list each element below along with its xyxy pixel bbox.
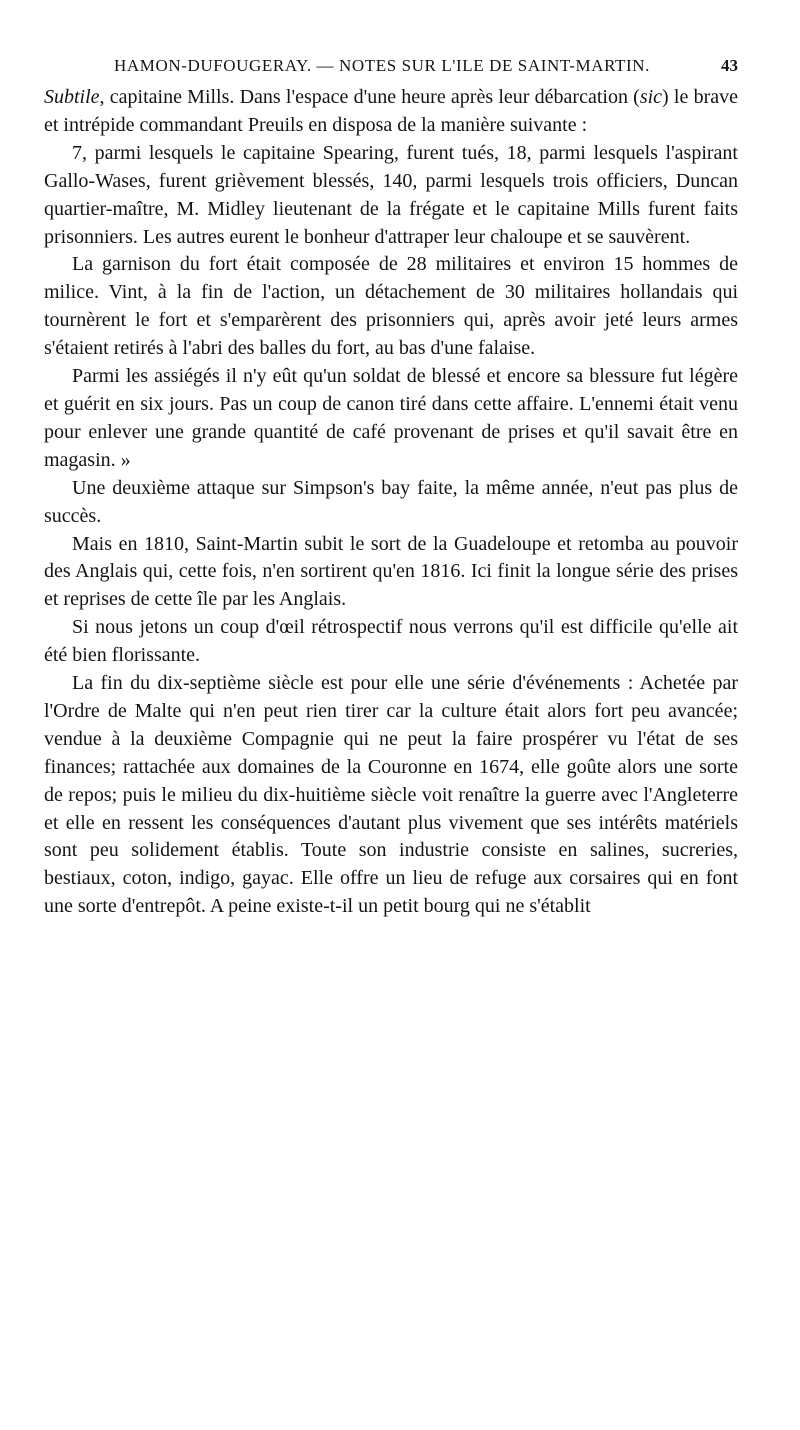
paragraph: Mais en 1810, Saint-Martin subit le sort de la Guadeloupe et retomba au pouvoir des Anglais qui, cette fois, n'en sortirent qu'en 1816. Ici finit la longue série des prises et reprises de cette île par les Anglais. [44, 532, 738, 611]
page-number: 43 [721, 56, 738, 75]
paragraph [44, 84, 738, 140]
paragraph: La fin du dix-septième siècle est pour elle une série d'événements : Achetée par l'Ordre de Malte qui n'en peut rien tirer car la culture était alors fort peu avancée; vendue à la deuxième Compagnie qui ne peut la faire prospérer vu l'état de ses finances; rattachée aux domaines de la Couronne en 1674, elle goûte alors une sorte de repos; puis le milieu du dix-huitième siècle voit renaître la guerre avec l'Angleterre et elle en ressent les conséquences d'autant plus vivement que ses intérêts matériels sont peu solidement établis. Toute son industrie consiste en salines, sucreries, bestiaux, coton, indigo, gayac. Elle offre un lieu de refuge aux corsaires qui en font une sorte d'entrepôt. A peine existe-t-il un petit bourg qui ne s'établit [44, 672, 738, 918]
paragraph-text: , capitaine Mills. Dans l'espace d'une heure après leur débarcation ( [99, 86, 640, 108]
book-page [44, 56, 738, 921]
italic-ship-name: Subtile [44, 86, 100, 108]
paragraph-text: ) le brave et intrépide commandant Preuils en disposa de la manière suivante : [44, 86, 738, 136]
running-title: HAMON-DUFOUGERAY. — NOTES SUR L'ILE DE SAINT-MARTIN. [114, 56, 651, 75]
running-head [114, 56, 738, 76]
italic-sic: sic [639, 86, 663, 108]
paragraph: Parmi les assiégés il n'y eût qu'un soldat de blessé et encore sa blessure fut légère et guérit en six jours. Pas un coup de canon tiré dans cette affaire. L'ennemi était venu pour enlever une grande quantité de café provenant de prises et qu'il savait être en magasin. » [44, 365, 738, 471]
paragraph: La garnison du fort était composée de 28 militaires et environ 15 hommes de milice. Vint, à la fin de l'action, un détachement de 30 militaires hollandais qui tournèrent le fort et s'emparèrent des prisonniers qui, après avoir jeté leurs armes s'étaient retirés à l'abri des balles du fort, au bas d'une falaise. [44, 253, 738, 360]
paragraph: Une deuxième attaque sur Simpson's bay faite, la même année, n'eut pas plus de succès. [44, 476, 738, 527]
paragraph: Si nous jetons un coup d'œil rétrospectif nous verrons qu'il est difficile qu'elle ait été bien florissante. [44, 616, 738, 667]
paragraph: 7, parmi lesquels le capitaine Spearing, furent tués, 18, parmi lesquels l'aspirant Gallo-Wases, furent grièvement blessés, 140, parmi lesquels trois officiers, Duncan quartier-maître, M. Midley lieutenant de la frégate et le capitaine Mills furent faits prisonniers. Les autres eurent le bonheur d'attraper leur chaloupe et se sauvèrent. [44, 141, 738, 248]
body-text [44, 84, 738, 921]
